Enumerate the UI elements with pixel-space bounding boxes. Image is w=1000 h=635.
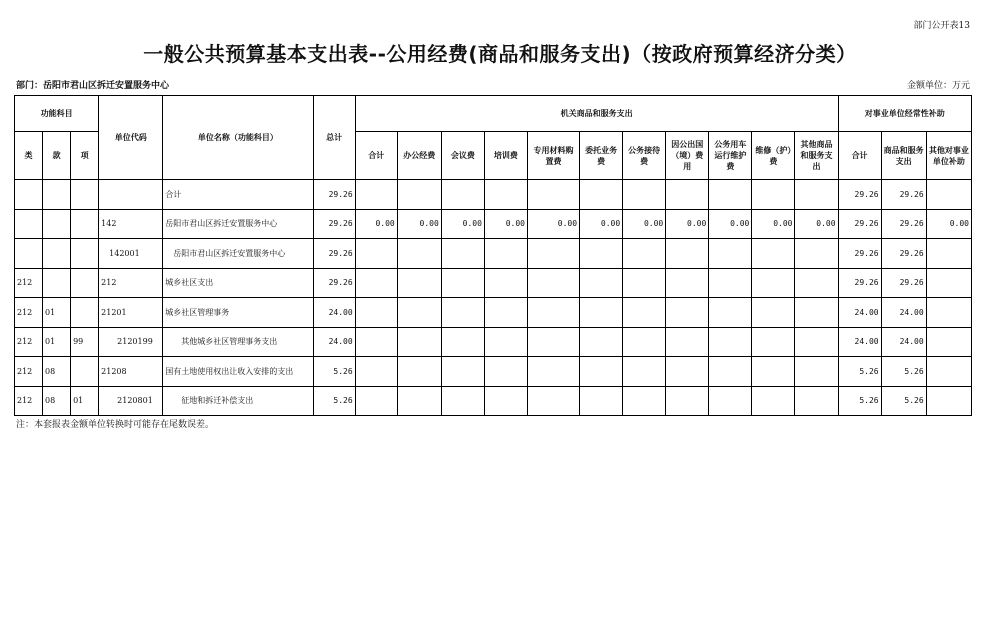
cell-total: 5.26: [313, 386, 355, 416]
table-row: [15, 357, 972, 387]
cell-overseas-travel: [666, 268, 709, 298]
cell-unit-name: 城乡社区管理事务: [163, 298, 313, 328]
cell-maintenance: [752, 386, 795, 416]
cell-vehicle-operation: [709, 268, 752, 298]
cell-meeting-expense: [441, 298, 484, 328]
cell-lei: 212: [15, 327, 43, 357]
header-subsidy-goods-services: 商品和服务支出: [881, 132, 926, 180]
cell-other-subsidy: [926, 298, 971, 328]
header-meeting-expense: 会议费: [441, 132, 484, 180]
table-row: [15, 239, 972, 269]
cell-training-expense: [484, 357, 527, 387]
cell-special-materials: [527, 180, 579, 210]
cell-unit-code: 212: [99, 268, 163, 298]
header-subsidy-institutions: 对事业单位经常性补助: [838, 96, 971, 132]
cell-entrusted-business: [580, 268, 623, 298]
cell-other-goods-services: [795, 180, 838, 210]
cell-meeting-expense: [441, 357, 484, 387]
cell-xiang: 01: [71, 386, 99, 416]
cell-maintenance: [752, 327, 795, 357]
cell-overseas-travel: [666, 239, 709, 269]
cell-subsidy-goods-services: 29.26: [881, 209, 926, 239]
cell-office-expense: [397, 298, 441, 328]
cell-overseas-travel: 0.00: [666, 209, 709, 239]
header-office-expense: 办公经费: [397, 132, 441, 180]
cell-subsidy-subtotal: 29.26: [838, 180, 881, 210]
cell-special-materials: [527, 357, 579, 387]
cell-official-reception: [623, 298, 666, 328]
cell-other-goods-services: [795, 298, 838, 328]
cell-unit-code: 142001: [99, 239, 163, 269]
cell-maintenance: [752, 239, 795, 269]
cell-total: 24.00: [313, 298, 355, 328]
cell-agency-subtotal: [355, 327, 397, 357]
cell-unit-code: 21201: [99, 298, 163, 328]
cell-entrusted-business: [580, 298, 623, 328]
cell-subsidy-subtotal: 5.26: [838, 357, 881, 387]
cell-entrusted-business: [580, 386, 623, 416]
cell-meeting-expense: [441, 239, 484, 269]
cell-meeting-expense: [441, 327, 484, 357]
header-other-goods-services: 其他商品和服务支出: [795, 132, 838, 180]
header-subsidy-subtotal: 合计: [838, 132, 881, 180]
header-lei: 类: [15, 132, 43, 180]
cell-kuan: [43, 268, 71, 298]
cell-meeting-expense: [441, 268, 484, 298]
cell-subsidy-goods-services: 5.26: [881, 386, 926, 416]
cell-subsidy-goods-services: 24.00: [881, 327, 926, 357]
cell-xiang: [71, 268, 99, 298]
cell-vehicle-operation: [709, 180, 752, 210]
header-official-reception: 公务接待费: [623, 132, 666, 180]
cell-kuan: 01: [43, 298, 71, 328]
cell-xiang: [71, 180, 99, 210]
cell-agency-subtotal: [355, 357, 397, 387]
cell-kuan: 08: [43, 386, 71, 416]
cell-training-expense: [484, 327, 527, 357]
table-row: [15, 386, 972, 416]
cell-official-reception: 0.00: [623, 209, 666, 239]
cell-official-reception: [623, 386, 666, 416]
cell-other-goods-services: [795, 268, 838, 298]
header-special-materials: 专用材料购置费: [527, 132, 579, 180]
cell-vehicle-operation: [709, 357, 752, 387]
cell-unit-name: 岳阳市君山区拆迁安置服务中心: [163, 239, 313, 269]
cell-other-subsidy: [926, 357, 971, 387]
cell-official-reception: [623, 327, 666, 357]
cell-other-goods-services: 0.00: [795, 209, 838, 239]
cell-office-expense: [397, 268, 441, 298]
cell-subsidy-subtotal: 29.26: [838, 268, 881, 298]
cell-agency-subtotal: [355, 180, 397, 210]
cell-meeting-expense: [441, 386, 484, 416]
cell-subsidy-goods-services: 29.26: [881, 268, 926, 298]
cell-total: 29.26: [313, 268, 355, 298]
cell-total: 29.26: [313, 180, 355, 210]
cell-unit-code: 2120801: [99, 386, 163, 416]
cell-kuan: [43, 239, 71, 269]
cell-office-expense: [397, 239, 441, 269]
cell-training-expense: [484, 180, 527, 210]
cell-subsidy-goods-services: 24.00: [881, 298, 926, 328]
page-code: 部门公开表13: [913, 21, 970, 31]
cell-office-expense: [397, 357, 441, 387]
cell-other-subsidy: [926, 239, 971, 269]
header-agency-subtotal: 合计: [355, 132, 397, 180]
cell-other-goods-services: [795, 239, 838, 269]
cell-subsidy-goods-services: 5.26: [881, 357, 926, 387]
cell-unit-name: 合计: [163, 180, 313, 210]
cell-special-materials: [527, 239, 579, 269]
header-agency-goods-services: 机关商品和服务支出: [355, 96, 838, 132]
cell-vehicle-operation: 0.00: [709, 209, 752, 239]
cell-lei: [15, 180, 43, 210]
cell-vehicle-operation: [709, 327, 752, 357]
cell-maintenance: [752, 268, 795, 298]
cell-lei: 212: [15, 268, 43, 298]
cell-other-subsidy: [926, 386, 971, 416]
header-unit-name: 单位名称（功能科目）: [163, 96, 313, 180]
cell-meeting-expense: 0.00: [441, 209, 484, 239]
cell-meeting-expense: [441, 180, 484, 210]
cell-subsidy-goods-services: 29.26: [881, 239, 926, 269]
budget-table: [14, 95, 972, 416]
header-overseas-travel: 因公出国（境）费用: [666, 132, 709, 180]
table-row: [15, 327, 972, 357]
cell-xiang: [71, 357, 99, 387]
header-maintenance: 维修（护）费: [752, 132, 795, 180]
cell-agency-subtotal: [355, 239, 397, 269]
cell-agency-subtotal: [355, 268, 397, 298]
department-label: 部门：岳阳市君山区拆迁安置服务中心: [16, 81, 170, 91]
cell-kuan: 01: [43, 327, 71, 357]
cell-entrusted-business: 0.00: [580, 209, 623, 239]
cell-official-reception: [623, 180, 666, 210]
cell-training-expense: 0.00: [484, 209, 527, 239]
cell-subsidy-subtotal: 24.00: [838, 298, 881, 328]
cell-entrusted-business: [580, 239, 623, 269]
cell-kuan: [43, 209, 71, 239]
header-xiang: 项: [71, 132, 99, 180]
cell-special-materials: [527, 268, 579, 298]
cell-lei: [15, 209, 43, 239]
cell-maintenance: [752, 180, 795, 210]
cell-xiang: [71, 209, 99, 239]
table-row: [15, 180, 972, 210]
cell-lei: 212: [15, 298, 43, 328]
cell-total: 24.00: [313, 327, 355, 357]
header-function-subject: 功能科目: [15, 96, 99, 132]
cell-total: 5.26: [313, 357, 355, 387]
header-total: 总计: [313, 96, 355, 180]
cell-special-materials: [527, 327, 579, 357]
cell-entrusted-business: [580, 357, 623, 387]
cell-unit-code: 21208: [99, 357, 163, 387]
cell-entrusted-business: [580, 180, 623, 210]
cell-unit-name: 其他城乡社区管理事务支出: [163, 327, 313, 357]
cell-lei: 212: [15, 357, 43, 387]
cell-subsidy-subtotal: 5.26: [838, 386, 881, 416]
cell-lei: 212: [15, 386, 43, 416]
cell-other-goods-services: [795, 357, 838, 387]
cell-unit-name: 征地和拆迁补偿支出: [163, 386, 313, 416]
cell-training-expense: [484, 268, 527, 298]
cell-overseas-travel: [666, 327, 709, 357]
cell-overseas-travel: [666, 357, 709, 387]
table-row: [15, 298, 972, 328]
cell-xiang: 99: [71, 327, 99, 357]
cell-maintenance: [752, 357, 795, 387]
header-entrusted-business: 委托业务费: [580, 132, 623, 180]
amount-unit-label: 金额单位：万元: [906, 81, 970, 91]
cell-kuan: [43, 180, 71, 210]
cell-training-expense: [484, 386, 527, 416]
cell-vehicle-operation: [709, 298, 752, 328]
cell-overseas-travel: [666, 386, 709, 416]
cell-other-subsidy: [926, 327, 971, 357]
table-row: [15, 209, 972, 239]
cell-agency-subtotal: [355, 386, 397, 416]
header-other-subsidy: 其他对事业单位补助: [926, 132, 971, 180]
cell-unit-code: [99, 180, 163, 210]
header-kuan: 款: [43, 132, 71, 180]
cell-vehicle-operation: [709, 386, 752, 416]
cell-unit-name: 岳阳市君山区拆迁安置服务中心: [163, 209, 313, 239]
cell-xiang: [71, 239, 99, 269]
cell-office-expense: [397, 180, 441, 210]
footnote: 注：本套报表金额单位转换时可能存在尾数误差。: [16, 420, 215, 430]
cell-official-reception: [623, 268, 666, 298]
cell-agency-subtotal: [355, 298, 397, 328]
cell-training-expense: [484, 298, 527, 328]
cell-subsidy-subtotal: 29.26: [838, 239, 881, 269]
cell-office-expense: [397, 386, 441, 416]
table-row: [15, 268, 972, 298]
cell-unit-name: 城乡社区支出: [163, 268, 313, 298]
cell-other-goods-services: [795, 327, 838, 357]
cell-special-materials: 0.00: [527, 209, 579, 239]
cell-vehicle-operation: [709, 239, 752, 269]
cell-total: 29.26: [313, 239, 355, 269]
cell-office-expense: 0.00: [397, 209, 441, 239]
cell-other-subsidy: [926, 180, 971, 210]
cell-total: 29.26: [313, 209, 355, 239]
cell-entrusted-business: [580, 327, 623, 357]
cell-overseas-travel: [666, 298, 709, 328]
cell-maintenance: 0.00: [752, 209, 795, 239]
cell-subsidy-subtotal: 24.00: [838, 327, 881, 357]
cell-other-subsidy: 0.00: [926, 209, 971, 239]
cell-office-expense: [397, 327, 441, 357]
cell-official-reception: [623, 357, 666, 387]
cell-other-subsidy: [926, 268, 971, 298]
header-training-expense: 培训费: [484, 132, 527, 180]
cell-unit-name: 国有土地使用权出让收入安排的支出: [163, 357, 313, 387]
cell-official-reception: [623, 239, 666, 269]
header-vehicle-operation: 公务用车运行维护费: [709, 132, 752, 180]
cell-unit-code: 142: [99, 209, 163, 239]
cell-agency-subtotal: 0.00: [355, 209, 397, 239]
cell-maintenance: [752, 298, 795, 328]
cell-subsidy-goods-services: 29.26: [881, 180, 926, 210]
cell-lei: [15, 239, 43, 269]
cell-subsidy-subtotal: 29.26: [838, 209, 881, 239]
cell-training-expense: [484, 239, 527, 269]
cell-unit-code: 2120199: [99, 327, 163, 357]
cell-kuan: 08: [43, 357, 71, 387]
cell-other-goods-services: [795, 386, 838, 416]
cell-overseas-travel: [666, 180, 709, 210]
cell-special-materials: [527, 386, 579, 416]
report-title: 一般公共预算基本支出表--公用经费(商品和服务支出)（按政府预算经济分类）: [143, 42, 857, 66]
header-unit-code: 单位代码: [99, 96, 163, 180]
cell-special-materials: [527, 298, 579, 328]
cell-xiang: [71, 298, 99, 328]
